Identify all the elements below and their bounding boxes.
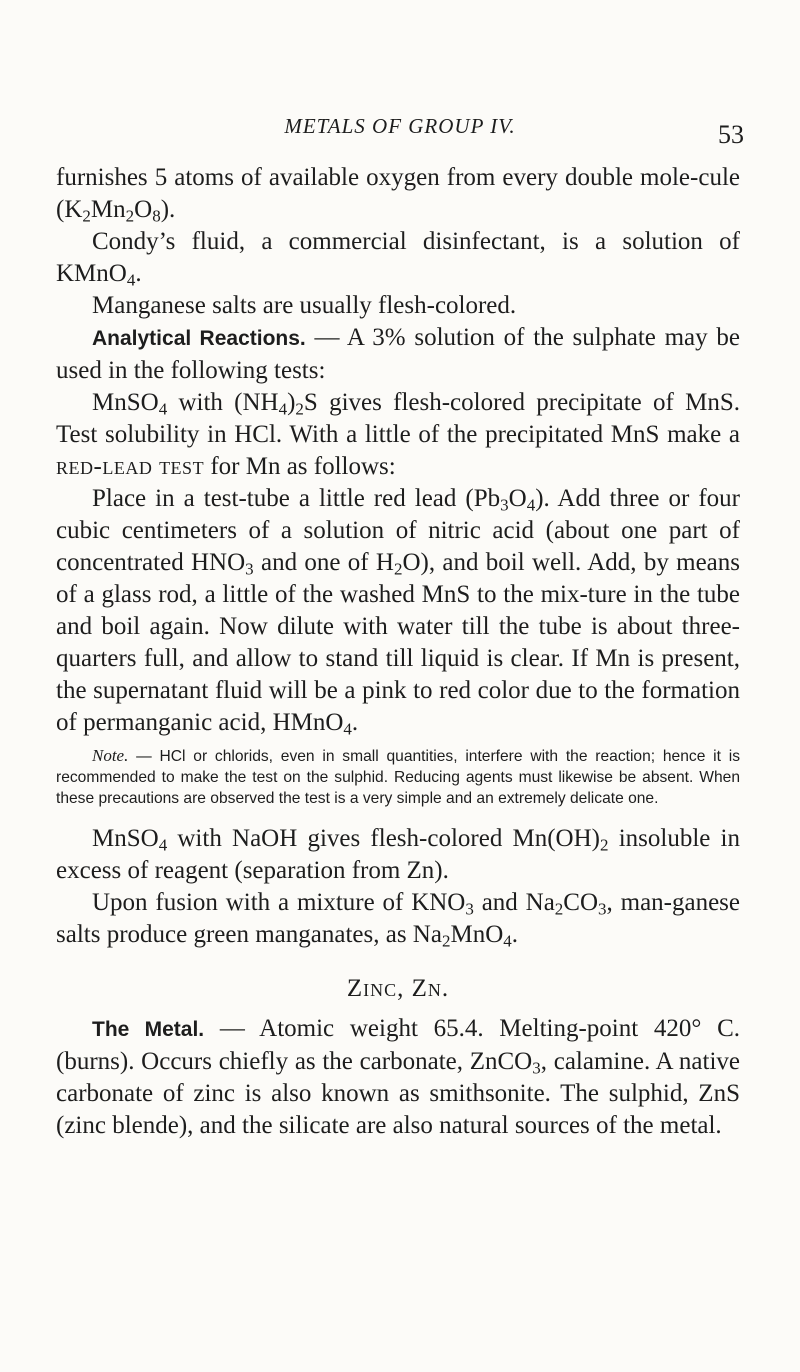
paragraph-1: furnishes 5 atoms of available oxygen from every double mole-cule $(K_2Mn_2O_8)$. [56,164,740,226]
paragraph-7: MnSO$_4$ with NaOH gives flesh-colored $Mn(OH)_2$ insoluble in excess of reagent (separation from Zn). [56,825,740,884]
page-header [0,114,800,154]
the-metal-heading: The Metal. [92,1018,205,1041]
section-heading-zinc: Zinc, Zn. [346,975,450,1002]
paragraph-8: Upon fusion with a mixture of $KNO_3$ and $Na_2CO_3$, man-ganese salts produce green manganates, as $Na_2MnO_4$. [56,889,741,951]
paragraph-2: Condy’s fluid, a commercial disinfectant, is a solution of KMnO$_4$. [56,228,740,290]
paragraph-4: Analytical Reactions. — A 3% solution of the sulphate may be used in the following tests: [56,324,740,384]
note-paragraph: Note. — HCl or chlorids, even in small quantities, interfere with the reaction; hence it is recommended to make the test on the sulphid. Reducing agents must likewise be absent. When these precautions are observed the test is a very simple and an extremely delicate one. [56,746,740,807]
paragraph-3: Manganese salts are usually flesh-colored. [92,292,517,319]
red-lead-test-label: red-lead test [56,453,205,480]
paragraph-6: Place in a test-tube a little red lead $(Pb_3O_4)$. Add three or four cubic centimeters of a solution of nitric acid (about one part of concentrated $HNO_3$ and one of $H_2O$), and boil well. Add, by means of a glass rod, a little of the washed MnS to the mix-ture in the tube and boil again. Now dilute with water till the tube is about three-quarters full, and allow to stand till liquid is clear. If Mn is present, the supernatant fluid will be a pink to red color due to the formation of permanganic acid, HMnO$_4$. [56,485,740,739]
paragraph-9: The Metal. — Atomic weight 65.4. Melting-point 420° C. (burns). Occurs chiefly as the carbonate, ZnCO$_3$, calamine. A native carbonate of zinc is also known as smithsonite. The sulphid, ZnS (zinc blende), and the silicate are also natural sources of the metal. [56,1015,741,1139]
page-number: 53 [718,120,744,149]
running-head: METALS OF GROUP IV. [284,114,516,138]
paragraph-5: MnSO$_4$ with $(NH_4)_2S$ gives flesh-colored precipitate of MnS. Test solubility in HCl. With a little of the precipitated MnS make a red-lead test for Mn as follows: [56,389,740,480]
note-label: Note. [92,746,129,765]
page-body [56,162,740,1142]
analytical-reactions-heading: Analytical Reactions. [92,327,306,350]
